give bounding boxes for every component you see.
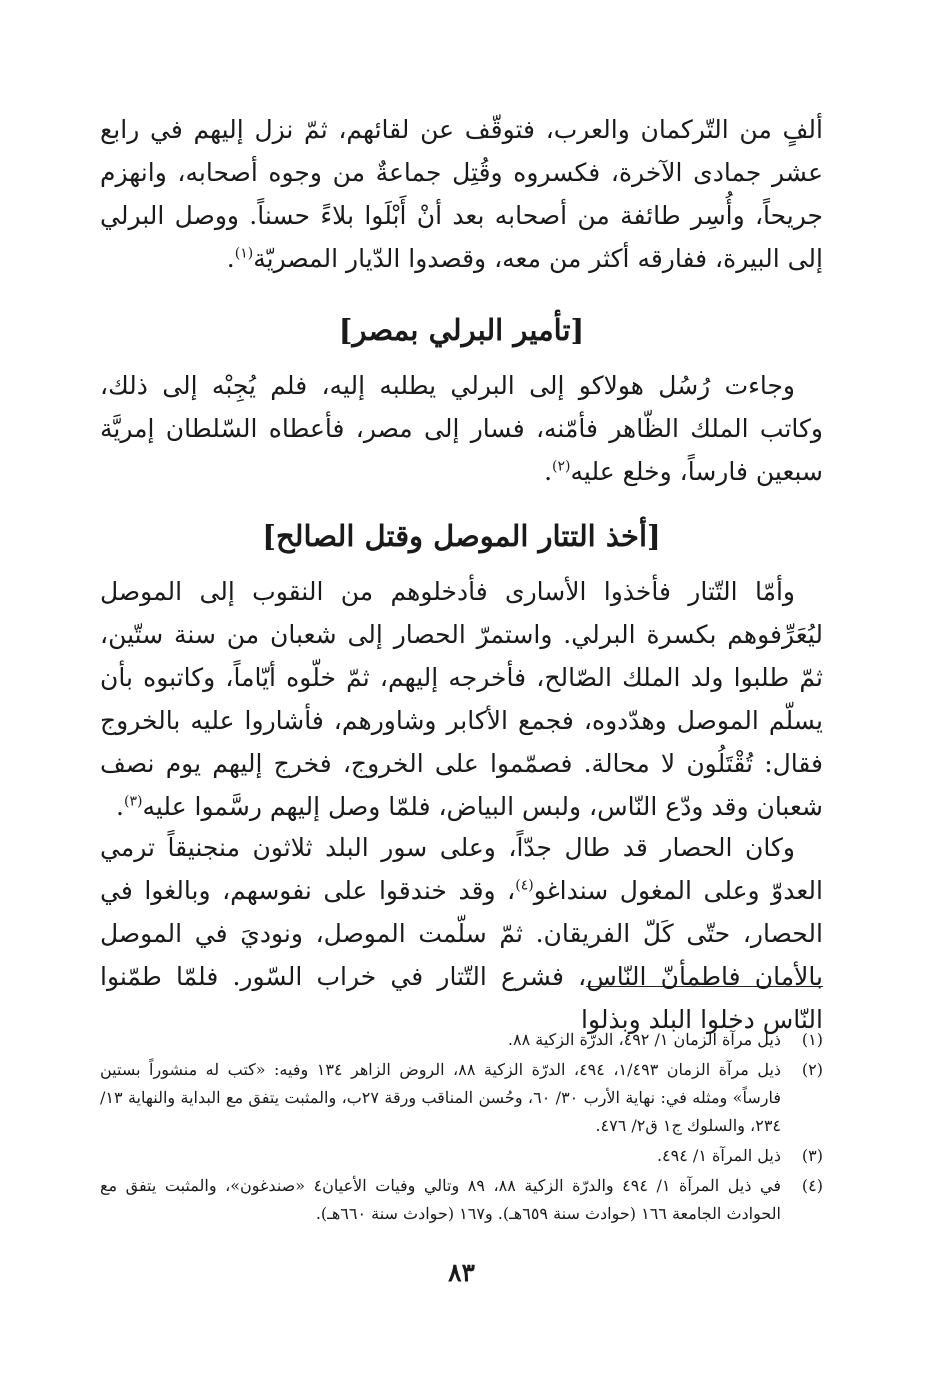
footnote-number: (٤) [801,1176,823,1195]
section-heading-2: [أخذ التتار الموصل وقتل الصالح] [262,519,661,553]
footnote-ref-2: (٢) [552,458,571,475]
footnote-text: في ذيل المرآة ١/ ٤٩٤ والدرّة الزكية ٨٨، ٨٩ وتالي وفيات الأعيان٤ «صندغون»، والمثبت يتفق مع الحوادث الجامعة ١٦٦ (حوادث سنة ٦٥٩هـ). و١٦٧ (حوادث سنة ٦٦٠هـ). [100,1176,782,1223]
paragraph-3: وأمّا التّتار فأخذوا الأسارى فأدخلوهم من النقوب إلى الموصل ليُعَرِّفوهم بكسرة البرلي. واستمرّ الحصار إلى شعبان من سنة ستّين، ثمّ طلبوا ولد الملك الصّالح، فأخرجه إليهم، ثمّ خلّوه أيّاماً، وكاتبوه بأن يسلّم الموصل وهدّدوه، فجمع الأكابر وشاورهم، فأشاروا عليه بالخروج فقال: تُقْتَلُون لا محالة. فصمّموا على الخروج، فخرج إليهم يوم نصف شعبان وقد ودّع النّاس، ولبس البياض، فلمّا وصل إليهم رسَّموا عليه$^{(٣)}$. [100,577,823,821]
footnote-2 [100,1056,823,1140]
paragraph-2: وجاءت رُسُل هولاكو إلى البرلي يطلبه إليه، فلم يُجِبْه إلى ذلك، وكاتب الملك الظّاهر فأمّنه، فسار إلى مصر، فأعطاه السّلطان إمريَّة سبعين فارساً، وخلع عليه$^{(٢)}$. [100,371,823,486]
footnote-ref-4: (٤) [515,877,534,894]
footnote-1 [100,1026,823,1054]
footnote-number: (٣) [801,1146,823,1165]
paragraph-2-text: وجاءت رُسُل هولاكو إلى البرلي يطلبه إليه، فلم يُجِبْه إلى ذلك، وكاتب الملك الظّاهر فأمّنه، فسار إلى مصر، فأعطاه السّلطان إمريَّة سبعين فارساً، وخلع عليه [100,371,823,486]
footnote-ref-1: (١) [234,245,254,262]
footnote-ref-3: (٣) [124,793,143,810]
footnote-text: ذيل مرآة الزمان ١/ ٤٩٢، الدرّة الزكية ٨٨. [507,1030,781,1049]
footnote-text: ذيل المرآة ١/ ٤٩٤. [656,1146,781,1165]
footnote-number: (٢) [801,1060,823,1079]
book-page [100,108,823,1373]
footnote-text: ذيل مرآة الزمان ١/٤٩٣، ٤٩٤، الدرّة الزكية ٨٨، الروض الزاهر ١٣٤ وفيه: «كتب له منشوراً بستين فارساً» ومثله في: نهاية الأرب ٣٠/ ٦٠، وحُسن المناقب ورقة ٢٧ب، والمثبت يتفق مع البداية والنهاية ١٣/ ٢٣٤، والسلوك ج١ ق٢/ ٤٧٦. [100,1060,782,1135]
footnotes [100,1026,823,1230]
paragraph-1-text: ألفٍ من التّركمان والعرب، فتوقّف عن لقائهم، ثمّ نزل إليهم في رابع عشر جمادى الآخرة، فكسروه وقُتِل جماعةٌ من وجوه أصحابه، وانهزم جريحاً، وأُسِر طائفة من أصحابه بعد أنْ أَبْلَوا بلاءً حسناً. ووصل البرلي إلى البيرة، ففارقه أكثر من معه، وقصدوا الدّيار المصريّة [100,115,823,273]
footnote-separator [586,986,823,987]
page-number: ٨٣ [448,1258,475,1287]
paragraph-4-text-a: وكان الحصار قد طال جدّاً، وعلى سور البلد ثلاثون منجنيقاً ترمي العدوّ وعلى المغول سنداغو [100,833,823,905]
section-heading-1: [تأمير البرلي بمصر] [338,313,585,347]
paragraph-4-text-b: ، وقد خندقوا على نفوسهم، وبالغوا في الحصار، حتّى كَلّ الفريقان. ثمّ سلّمت الموصل، ونوديَ في الموصل بالأمان فاطمأنّ النّاس، فشرع التّتار في خراب السّور. فلمّا طمّنوا النّاس دخلوا البلد وبذلوا [100,876,823,1034]
paragraph-1: ألفٍ من التّركمان والعرب، فتوقّف عن لقائهم، ثمّ نزل إليهم في رابع عشر جمادى الآخرة، فكسروه وقُتِل جماعةٌ من وجوه أصحابه، وانهزم جريحاً، وأُسِر طائفة من أصحابه بعد أنْ أَبْلَوا بلاءً حسناً. ووصل البرلي إلى البيرة، ففارقه أكثر من معه، وقصدوا الدّيار المصريّة$^{(١)}$. [100,115,823,273]
footnote-number: (١) [801,1030,823,1049]
footnote-4 [100,1172,823,1228]
footnote-3 [100,1142,823,1170]
paragraph-4 [100,826,823,1041]
paragraph-3-text: وأمّا التّتار فأخذوا الأسارى فأدخلوهم من النقوب إلى الموصل ليُعَرِّفوهم بكسرة البرلي. واستمرّ الحصار إلى شعبان من سنة ستّين، ثمّ طلبوا ولد الملك الصّالح، فأخرجه إليهم، ثمّ خلّوه أيّاماً، وكاتبوه بأن يسلّم الموصل وهدّدوه، فجمع الأكابر وشاورهم، فأشاروا عليه بالخروج فقال: تُقْتَلُون لا محالة. فصمّموا على الخروج، فخرج إليهم يوم نصف شعبان وقد ودّع النّاس، ولبس البياض، فلمّا وصل إليهم رسَّموا عليه [100,577,823,821]
